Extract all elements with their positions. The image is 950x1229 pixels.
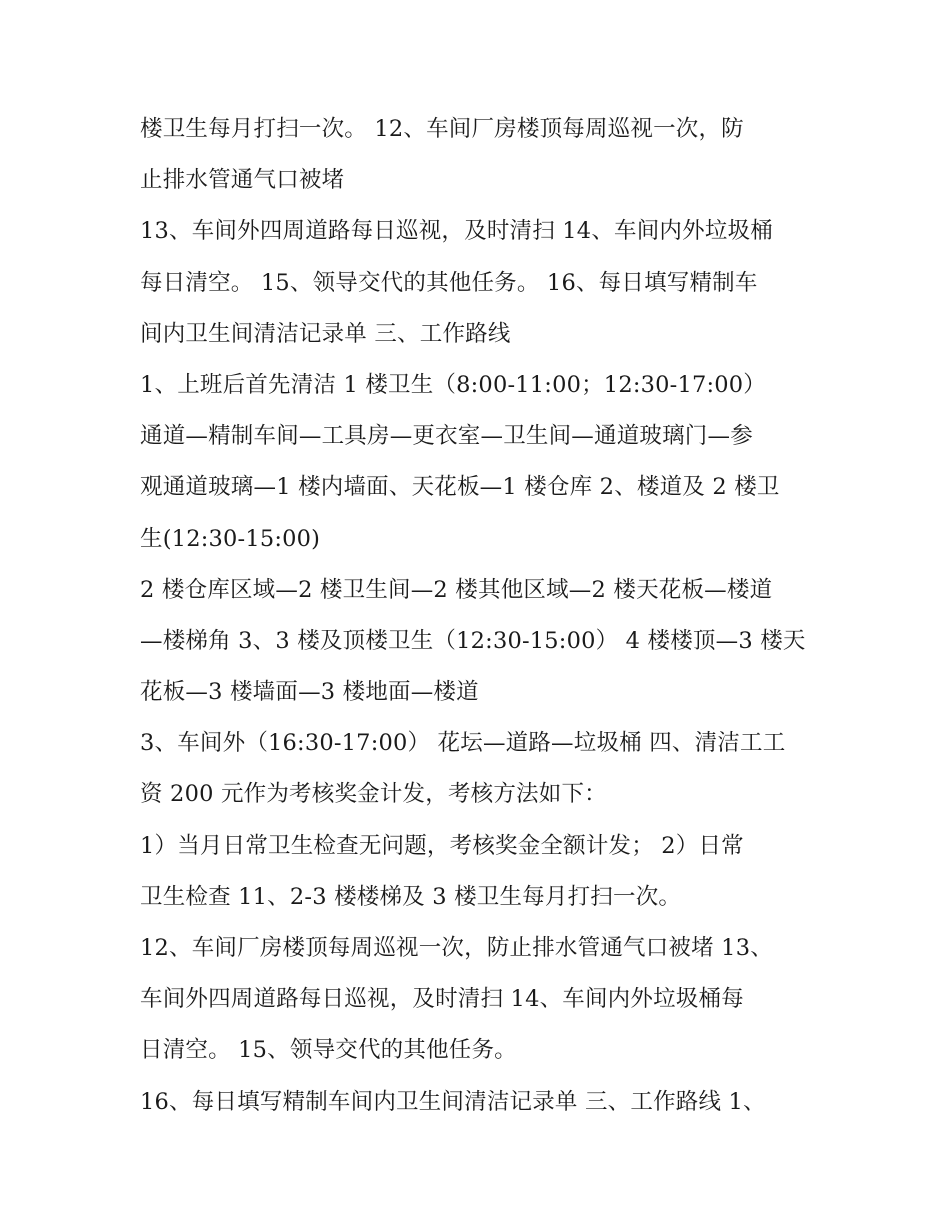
text-line: 资 200 元作为考核奖金计发，考核方法如下： bbox=[140, 781, 607, 808]
text-line: 13、车间外四周道路每日巡视，及时清扫 14、车间内外垃圾桶 bbox=[140, 218, 773, 245]
text-line: 花板—3 楼墙面—3 楼地面—楼道 bbox=[140, 679, 479, 706]
text-line: —楼梯角 3、3 楼及顶楼卫生（12:30-15:00） 4 楼楼顶—3 楼天 bbox=[140, 627, 806, 654]
text-line: 2 楼仓库区域—2 楼卫生间—2 楼其他区域—2 楼天花板—楼道 bbox=[140, 576, 773, 603]
text-line: 日清空。 15、领导交代的其他任务。 bbox=[140, 1037, 517, 1064]
text-line: 生(12:30-15:00) bbox=[140, 525, 321, 552]
text-line: 观通道玻璃—1 楼内墙面、天花板—1 楼仓库 2、楼道及 2 楼卫 bbox=[140, 474, 780, 501]
document-body bbox=[140, 104, 820, 1128]
text-line: 间内卫生间清洁记录单 三、工作路线 bbox=[140, 320, 511, 347]
text-line: 12、车间厂房楼顶每周巡视一次，防止排水管通气口被堵 13、 bbox=[140, 935, 773, 961]
text-line: 16、每日填写精制车间内卫生间清洁记录单 三、工作路线 1、 bbox=[140, 1088, 766, 1115]
text-line: 3、车间外（16:30-17:00） 花坛—道路—垃圾桶 四、清洁工工 bbox=[140, 730, 786, 757]
text-line: 止排水管通气口被堵 bbox=[140, 167, 345, 194]
text-line: 楼卫生每月打扫一次。 12、车间厂房楼顶每周巡视一次，防 bbox=[140, 116, 744, 142]
text-line: 1、上班后首先清洁 1 楼卫生（8:00-11:00；12:30-17:00） bbox=[140, 371, 766, 398]
text-line: 每日清空。 15、领导交代的其他任务。 16、每日填写精制车 bbox=[140, 269, 758, 296]
text-line: 通道—精制车间—工具房—更衣室—卫生间—通道玻璃门—参 bbox=[140, 423, 753, 450]
text-line: 车间外四周道路每日巡视，及时清扫 14、车间内外垃圾桶每 bbox=[140, 986, 744, 1013]
text-line: 1）当月日常卫生检查无问题，考核奖金全额计发； 2）日常 bbox=[140, 832, 744, 859]
text-line: 卫生检查 11、2-3 楼楼梯及 3 楼卫生每月打扫一次。 bbox=[140, 883, 682, 910]
